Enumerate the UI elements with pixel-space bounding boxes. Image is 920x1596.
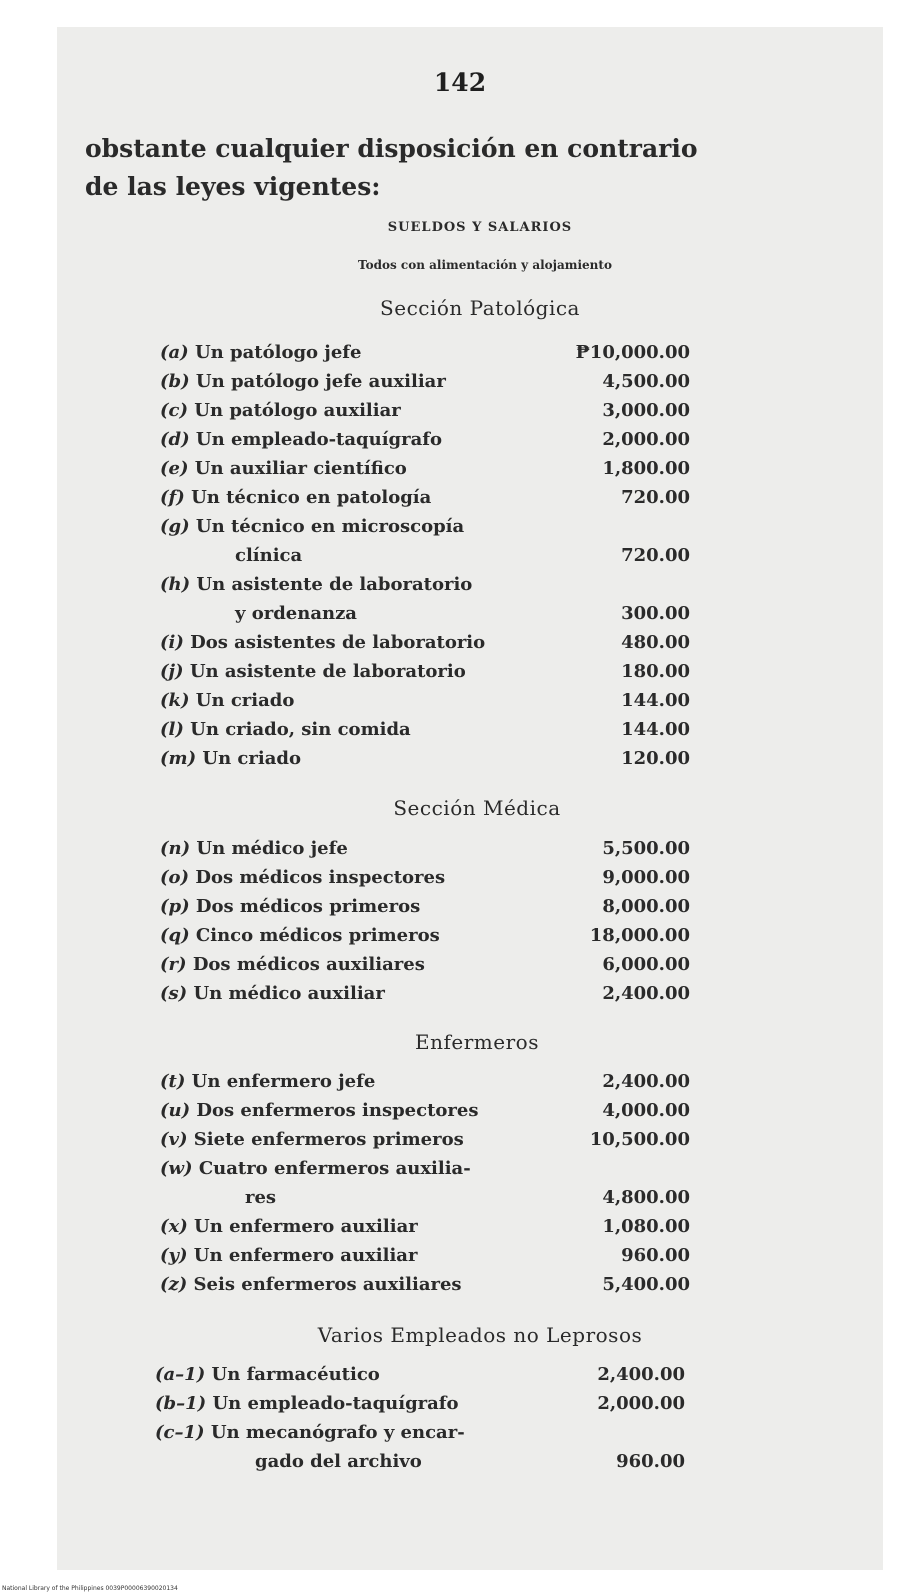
entry-description: Un asistente de laboratorio — [189, 661, 466, 682]
entry-description: Dos médicos auxiliares — [192, 954, 425, 975]
entry-description: Un criado, sin comida — [190, 719, 411, 740]
entry-amount: 300.00 — [621, 603, 690, 624]
entry-continuation: gado del archivo — [255, 1451, 422, 1472]
entry-amount: 144.00 — [621, 719, 690, 740]
entry-amount: 120.00 — [621, 748, 690, 769]
entry-description: Dos médicos inspectores — [195, 867, 446, 888]
entry-label — [160, 632, 485, 653]
entry-amount: 2,000.00 — [597, 1393, 685, 1414]
entry-continuation: y ordenanza — [235, 603, 357, 624]
entry-label — [160, 342, 361, 363]
entry-amount: 4,500.00 — [602, 371, 690, 392]
entry-description: Un empleado-taquígrafo — [195, 429, 443, 450]
section-title-patologica: Sección Patológica — [380, 296, 580, 320]
entry-label — [160, 896, 420, 917]
entry-letter: (c) — [160, 400, 188, 421]
entry-description: Dos asistentes de laboratorio — [190, 632, 486, 653]
entry-letter: (m) — [160, 748, 197, 769]
entry-amount: 5,500.00 — [602, 838, 690, 859]
entry-letter: (d) — [160, 429, 190, 450]
entry-description: Cuatro enfermeros auxilia- — [198, 1158, 471, 1179]
entry-label — [160, 1274, 462, 1295]
section-title-medica: Sección Médica — [393, 796, 561, 820]
entry-letter: (o) — [160, 867, 190, 888]
entry-label — [160, 838, 348, 859]
entry-description: Un técnico en patología — [191, 487, 432, 508]
entry-amount: 1,080.00 — [602, 1216, 690, 1237]
entry-letter: (b) — [160, 371, 190, 392]
entry-letter: (n) — [160, 838, 191, 859]
entry-description: Un enfermero jefe — [191, 1071, 376, 1092]
entry-amount: 180.00 — [621, 661, 690, 682]
entry-letter: (u) — [160, 1100, 191, 1121]
entry-label — [160, 429, 442, 450]
entry-letter: (f) — [160, 487, 185, 508]
entry-description: Un criado — [195, 690, 295, 711]
entry-letter: (p) — [160, 896, 190, 917]
entry-letter: (j) — [160, 661, 184, 682]
entry-description: Un médico jefe — [196, 838, 348, 859]
entry-label — [160, 1129, 464, 1150]
entry-description: Un patólogo jefe auxiliar — [195, 371, 446, 392]
entry-description: Un patólogo jefe — [194, 342, 362, 363]
entry-label — [160, 719, 411, 740]
entry-letter: (v) — [160, 1129, 188, 1150]
entry-description: Un auxiliar científico — [194, 458, 407, 479]
entry-letter: (y) — [160, 1245, 188, 1266]
entry-amount: 6,000.00 — [602, 954, 690, 975]
entry-letter: (q) — [160, 925, 190, 946]
entry-letter: (z) — [160, 1274, 188, 1295]
entry-label — [160, 400, 401, 421]
entry-label — [160, 371, 446, 392]
entry-label — [155, 1422, 465, 1443]
entry-letter: (g) — [160, 516, 190, 537]
entry-description: Un técnico en microscopía — [195, 516, 465, 537]
entry-letter: (i) — [160, 632, 184, 653]
entry-label — [160, 983, 385, 1004]
entry-amount: 1,800.00 — [602, 458, 690, 479]
entry-label — [160, 925, 440, 946]
footer-credit: National Library of the Philippines 0039P00006390020134 — [2, 1585, 178, 1592]
entry-letter: (r) — [160, 954, 187, 975]
entry-label — [160, 516, 464, 537]
entry-label — [160, 1071, 375, 1092]
entry-description: Cinco médicos primeros — [195, 925, 440, 946]
entry-label — [155, 1364, 380, 1385]
entry-amount: 4,800.00 — [602, 1187, 690, 1208]
subheading: Todos con alimentación y alojamiento — [358, 258, 612, 272]
entry-amount: 5,400.00 — [602, 1274, 690, 1295]
entry-description: Siete enfermeros primeros — [193, 1129, 464, 1150]
entry-description: Un mecanógrafo y encar- — [210, 1422, 465, 1443]
entry-description: Dos enfermeros inspectores — [196, 1100, 479, 1121]
entry-letter: (t) — [160, 1071, 186, 1092]
entry-letter: (c–1) — [155, 1422, 205, 1443]
entry-label — [160, 574, 472, 595]
entry-description: Un criado — [202, 748, 301, 769]
entry-letter: (b–1) — [155, 1393, 207, 1414]
heading-sueldos: SUELDOS Y SALARIOS — [387, 220, 573, 235]
entry-amount: 144.00 — [621, 690, 690, 711]
entry-label — [160, 661, 466, 682]
entry-amount: 720.00 — [621, 545, 690, 566]
intro-text — [85, 130, 698, 206]
entry-label — [160, 867, 445, 888]
entry-description: Un médico auxiliar — [193, 983, 385, 1004]
entry-label — [160, 487, 431, 508]
entry-label — [160, 1158, 471, 1179]
entry-description: Un enfermero auxiliar — [194, 1216, 418, 1237]
entry-letter: (x) — [160, 1216, 188, 1237]
entry-label — [160, 690, 294, 711]
intro-line-1: obstante cualquier disposición en contrario — [85, 134, 698, 163]
entry-description: Dos médicos primeros — [195, 896, 421, 917]
entry-label — [155, 1393, 459, 1414]
entry-amount: 2,000.00 — [602, 429, 690, 450]
section-title-varios: Varios Empleados no Leprosos — [317, 1323, 643, 1347]
entry-amount: 2,400.00 — [602, 983, 690, 1004]
entry-description: Seis enfermeros auxiliares — [193, 1274, 462, 1295]
entry-amount: 9,000.00 — [602, 867, 690, 888]
page-number: 142 — [433, 68, 487, 97]
entry-continuation: clínica — [235, 545, 303, 566]
entry-description: Un empleado-taquígrafo — [212, 1393, 459, 1414]
entry-letter: (s) — [160, 983, 188, 1004]
entry-amount: 960.00 — [621, 1245, 690, 1266]
entry-description: Un enfermero auxiliar — [193, 1245, 418, 1266]
entry-amount: 4,000.00 — [602, 1100, 690, 1121]
entry-letter: (a–1) — [155, 1364, 206, 1385]
intro-line-2: de las leyes vigentes: — [85, 172, 381, 201]
entry-amount: 10,500.00 — [589, 1129, 690, 1150]
entry-amount: 8,000.00 — [602, 896, 690, 917]
entry-letter: (h) — [160, 574, 191, 595]
entry-continuation: res — [245, 1187, 277, 1208]
entry-label — [160, 1100, 478, 1121]
entry-description: Un asistente de laboratorio — [196, 574, 473, 595]
entry-letter: (l) — [160, 719, 184, 740]
section-title-enfermeros: Enfermeros — [415, 1030, 539, 1054]
entry-label — [160, 458, 407, 479]
entry-amount: 2,400.00 — [597, 1364, 685, 1385]
entry-amount: 720.00 — [621, 487, 690, 508]
entry-amount: 480.00 — [621, 632, 690, 653]
entry-letter: (w) — [160, 1158, 193, 1179]
entry-label — [160, 954, 425, 975]
entry-description: Un farmacéutico — [211, 1364, 380, 1385]
entry-letter: (a) — [160, 342, 189, 363]
entry-label — [160, 1216, 418, 1237]
entry-label — [160, 748, 301, 769]
entry-label — [160, 1245, 417, 1266]
entry-amount: 960.00 — [616, 1451, 685, 1472]
entry-letter: (e) — [160, 458, 189, 479]
entry-amount: 18,000.00 — [589, 925, 690, 946]
entry-amount: 3,000.00 — [602, 400, 690, 421]
entry-amount: 2,400.00 — [602, 1071, 690, 1092]
entry-letter: (k) — [160, 690, 190, 711]
entry-amount: ₱10,000.00 — [575, 342, 690, 363]
entry-description: Un patólogo auxiliar — [194, 400, 401, 421]
